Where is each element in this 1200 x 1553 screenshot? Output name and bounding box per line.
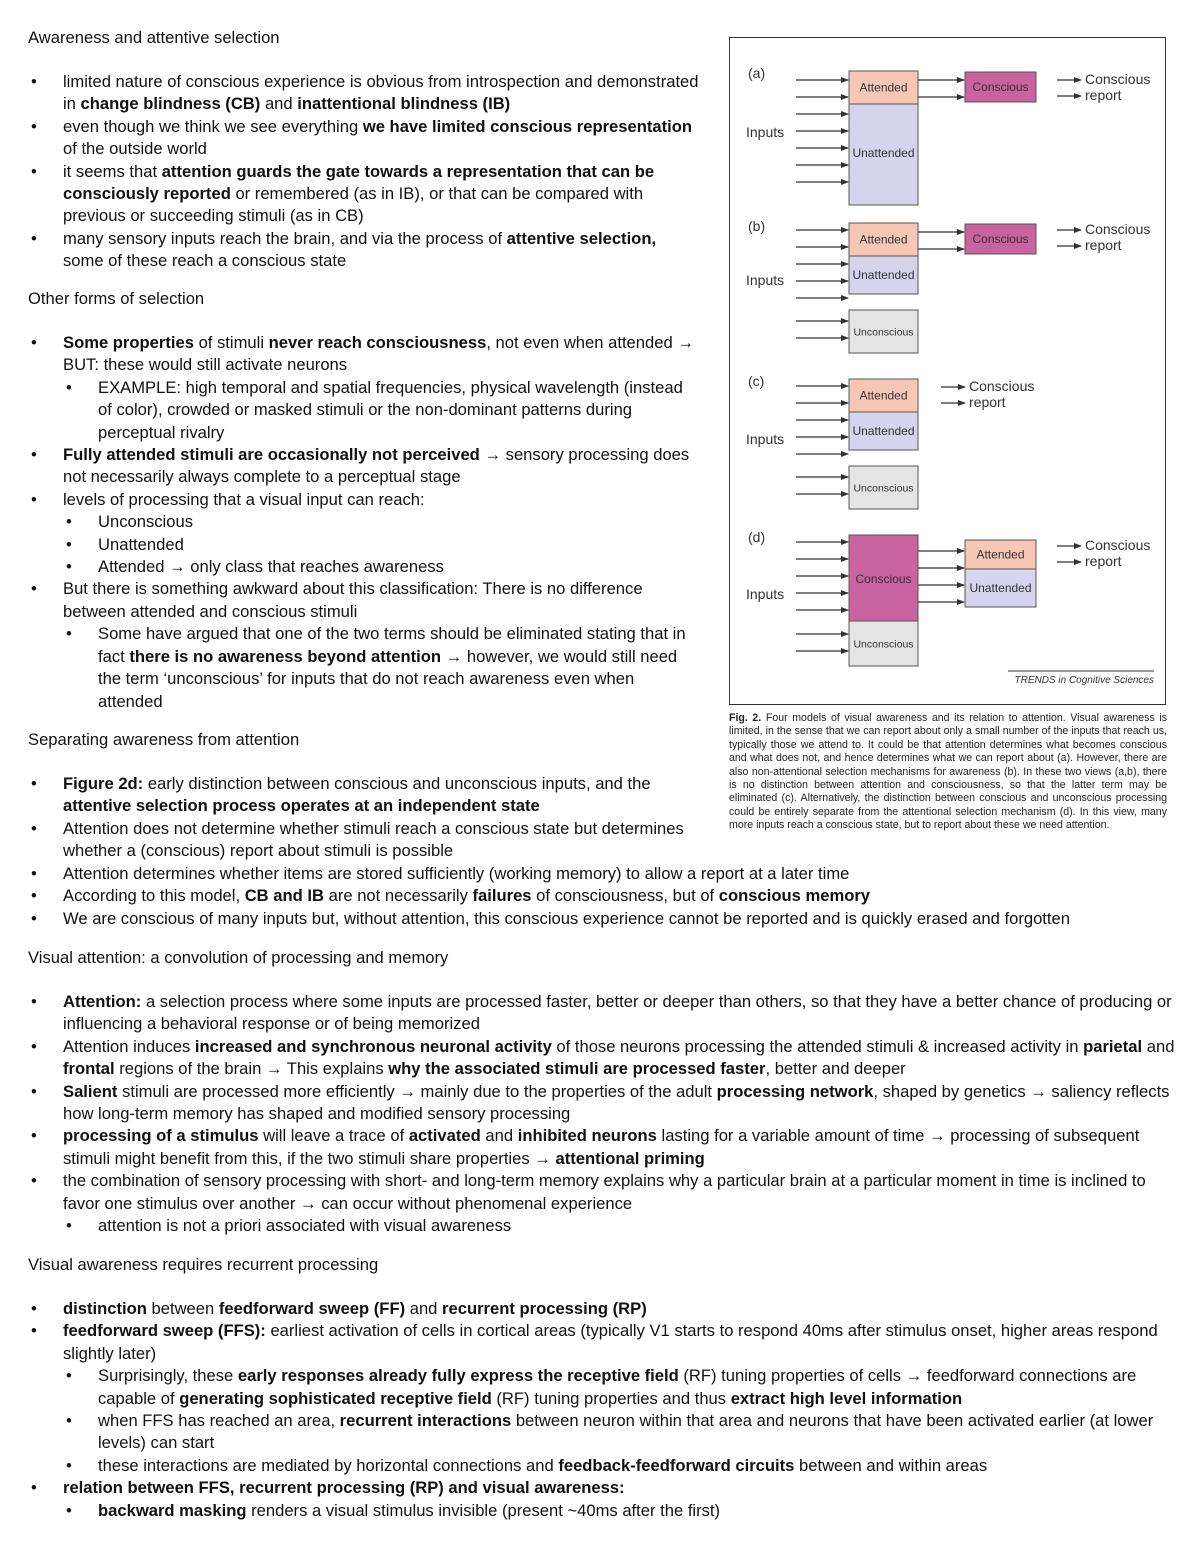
text-run: recurrent interactions bbox=[339, 1411, 512, 1431]
box-attended-label: Attended bbox=[859, 232, 908, 247]
text-run: levels of processing that a visual input can reach: bbox=[63, 489, 425, 509]
section-heading-separating: Separating awareness from attention bbox=[28, 730, 300, 749]
panel-label-b: (b) bbox=[748, 218, 766, 234]
bullet-list-visual-attention bbox=[28, 991, 1178, 1237]
text-run: even though we think we see everything bbox=[63, 116, 363, 136]
box-attended-label: Attended bbox=[859, 388, 908, 403]
text-run: processing of a stimulus bbox=[63, 1126, 259, 1146]
list-item bbox=[28, 1125, 1178, 1170]
text-run: frontal bbox=[63, 1059, 115, 1079]
text-run: we have limited conscious representation bbox=[362, 116, 693, 136]
list-item bbox=[28, 863, 1178, 885]
list-item bbox=[28, 1298, 1178, 1320]
section-heading-recurrent: Visual awareness requires recurrent processing bbox=[28, 1255, 379, 1274]
conscious-report-label: Conscious bbox=[1085, 221, 1151, 237]
list-item bbox=[28, 556, 700, 578]
text-run: there is no awareness beyond attention bbox=[129, 646, 442, 666]
list-item bbox=[28, 908, 1178, 930]
text-run: Attended → only class that reaches awareness bbox=[98, 557, 444, 577]
list-item bbox=[28, 991, 1178, 1036]
text-run: stimuli are processed more efficiently → mainly due to the properties of the adult bbox=[117, 1081, 717, 1101]
text-run: conscious memory bbox=[718, 886, 871, 906]
text-run: feedforward sweep (FFS): bbox=[63, 1321, 266, 1341]
list-item bbox=[28, 578, 700, 623]
text-run: the combination of sensory processing with short- and long-term memory explains why a particular brain at a particular moment in time is inclined to favor one stimulus over another → can occur without phenomenal experience bbox=[63, 1171, 1146, 1213]
text-run: these interactions are mediated by horizontal connections and bbox=[98, 1455, 559, 1475]
list-item bbox=[28, 773, 700, 818]
inputs-label: Inputs bbox=[746, 586, 785, 602]
list-item bbox=[28, 377, 700, 444]
box-unconscious-label: Unconscious bbox=[853, 638, 914, 651]
text-run: attentive selection, bbox=[506, 228, 657, 248]
text-run: failures bbox=[472, 886, 532, 906]
text-run: Salient bbox=[63, 1081, 118, 1101]
list-item bbox=[28, 511, 700, 533]
conscious-report-label: Conscious bbox=[1085, 71, 1151, 87]
text-run: attentive selection process operates at an independent state bbox=[63, 796, 540, 816]
text-run: Surprisingly, these bbox=[98, 1366, 238, 1386]
text-run: Unconscious bbox=[98, 512, 194, 532]
list-item bbox=[28, 1036, 1178, 1081]
text-run: early responses already fully express the receptive field bbox=[237, 1366, 679, 1386]
list-item bbox=[28, 489, 700, 511]
conscious-report-label: report bbox=[1085, 237, 1122, 253]
text-run: lasting for a variable amount of time → processing of subsequent stimuli might benefit from this, if the two stimuli share properties → bbox=[63, 1126, 1140, 1168]
box-unattended-label: Unattended bbox=[852, 146, 915, 160]
text-run: Some properties bbox=[63, 333, 194, 352]
text-run: activated bbox=[408, 1126, 481, 1146]
text-run: distinction bbox=[63, 1299, 147, 1318]
conscious-report-label: report bbox=[969, 394, 1006, 410]
text-run: relation between FFS, recurrent processing (RP) and visual awareness: bbox=[63, 1478, 625, 1498]
text-run: EXAMPLE: high temporal and spatial frequencies, physical wavelength (instead of color), crowded or masked stimuli or the non-dominant patterns during perceptual rivalry bbox=[98, 377, 683, 442]
list-item bbox=[28, 1410, 1178, 1455]
text-run: backward masking bbox=[98, 1500, 247, 1520]
text-run: attention is not a priori associated with visual awareness bbox=[98, 1216, 512, 1236]
text-run: feedforward sweep (FF) bbox=[218, 1299, 406, 1318]
text-run: Fully attended stimuli are occasionally not perceived bbox=[63, 445, 480, 465]
text-run: change blindness (CB) bbox=[80, 94, 261, 114]
list-item bbox=[28, 71, 700, 116]
text-run: CB and IB bbox=[244, 886, 324, 906]
text-run: Attention does not determine whether stimuli reach a conscious state but determines whether a (conscious) report about stimuli is possible bbox=[63, 818, 684, 861]
text-run: of the outside world bbox=[63, 139, 207, 159]
text-run: between bbox=[146, 1299, 219, 1318]
text-run: when FFS has reached an area, bbox=[98, 1411, 340, 1431]
text-run: Some have argued that one of the two terms should be eliminated stating that in fact bbox=[98, 624, 686, 666]
list-item bbox=[28, 116, 700, 161]
box-conscious-label: Conscious bbox=[972, 80, 1029, 94]
section-heading-awareness: Awareness and attentive selection bbox=[28, 28, 280, 47]
conscious-report-label: Conscious bbox=[969, 378, 1035, 394]
bullet-list-separating-narrow bbox=[28, 773, 700, 863]
list-item bbox=[28, 1081, 1178, 1126]
text-run: → sensory processing does not necessarily always complete to a perceptual stage bbox=[63, 445, 690, 487]
list-item bbox=[28, 1365, 1178, 1410]
text-run: , shaped by genetics → saliency reflects how long-term memory has shaped and modified sensory processing bbox=[63, 1081, 1170, 1124]
box-conscious-label: Conscious bbox=[972, 232, 1029, 246]
box-conscious-label: Conscious bbox=[855, 572, 912, 586]
list-item bbox=[28, 1170, 1178, 1215]
text-run: attentional priming bbox=[555, 1148, 705, 1168]
text-run: inattentional blindness (IB) bbox=[297, 94, 511, 114]
text-run: inhibited neurons bbox=[517, 1126, 657, 1146]
figure-caption bbox=[729, 712, 1167, 833]
list-item bbox=[28, 885, 1178, 907]
text-run: processing network bbox=[716, 1081, 874, 1101]
text-run: increased and synchronous neuronal activity bbox=[194, 1036, 552, 1056]
text-run: why the associated stimuli are processed faster bbox=[388, 1059, 766, 1079]
bullet-list-recurrent bbox=[28, 1298, 1178, 1522]
text-run: renders a visual stimulus invisible (present ~40ms after the first) bbox=[246, 1500, 721, 1520]
text-run: But there is something awkward about this classification: There is no difference between attended and conscious stimuli bbox=[63, 579, 643, 621]
conscious-report-label: report bbox=[1085, 553, 1122, 569]
list-item bbox=[28, 534, 700, 556]
text-run: → however, we would still need the term ‘unconscious’ for inputs that do not reach awareness even when attended bbox=[98, 646, 678, 711]
caption-label: Fig. 2. bbox=[729, 712, 762, 724]
box-unattended-label: Unattended bbox=[852, 268, 915, 282]
box-attended-label: Attended bbox=[859, 80, 908, 95]
text-run: it seems that bbox=[63, 161, 162, 181]
text-run: earliest activation of cells in cortical areas (typically V1 starts to respond 40ms after stimulus onset, higher areas respond slightly later) bbox=[63, 1321, 1158, 1363]
inputs-label: Inputs bbox=[746, 431, 785, 447]
list-item bbox=[28, 161, 700, 228]
list-item bbox=[28, 1215, 1178, 1237]
box-unconscious-label: Unconscious bbox=[853, 482, 914, 495]
bullet-list-awareness bbox=[28, 71, 700, 273]
text-run: (RF) tuning properties of cells → feedforward connections are capable of bbox=[98, 1366, 1137, 1408]
list-item bbox=[28, 818, 700, 863]
conscious-report-label: Conscious bbox=[1085, 537, 1151, 553]
source-credit: TRENDS in Cognitive Sciences bbox=[1014, 675, 1154, 686]
list-item bbox=[28, 623, 700, 713]
text-run: , not even when attended → BUT: these would still activate neurons bbox=[63, 333, 694, 375]
text-run: regions of the brain → This explains bbox=[114, 1059, 389, 1079]
text-run: some of these reach a conscious state bbox=[63, 251, 347, 271]
list-item bbox=[28, 1500, 1178, 1522]
text-run: recurrent processing (RP) bbox=[442, 1299, 647, 1318]
panel-label-c: (c) bbox=[748, 373, 765, 389]
text-run: and bbox=[480, 1126, 518, 1146]
text-run: generating sophisticated receptive field bbox=[179, 1388, 492, 1408]
panel-label-d: (d) bbox=[748, 529, 766, 545]
list-item bbox=[28, 1320, 1178, 1365]
text-run: , better and deeper bbox=[765, 1059, 906, 1079]
text-run: attention guards the gate towards a representation that can be consciously reported bbox=[63, 161, 655, 204]
figure-four-models bbox=[729, 37, 1166, 705]
section-heading-other-forms: Other forms of selection bbox=[28, 289, 205, 308]
text-run: Figure 2d: bbox=[63, 774, 144, 793]
text-run: Attention determines whether items are stored sufficiently (working memory) to allow a report at a later time bbox=[63, 864, 850, 883]
section-heading-visual-attention: Visual attention: a convolution of processing and memory bbox=[28, 948, 449, 967]
panel-label-a: (a) bbox=[748, 65, 766, 81]
bullet-list-other-forms bbox=[28, 332, 700, 713]
list-item bbox=[28, 228, 700, 273]
text-run: Attention induces bbox=[63, 1036, 195, 1056]
text-run: (RF) tuning properties and thus bbox=[491, 1388, 731, 1408]
list-item bbox=[28, 1455, 1178, 1477]
box-attended-label: Attended bbox=[976, 547, 1025, 562]
caption-text: Four models of visual awareness and its relation to attention. Visual awareness is limited, in the sense that we can report about only a small number of the inputs that reach us, typically those we attend to. It could be that attention determines what becomes conscious and what does not, and hence determines what we can report about (a). However, there are also non-attentional selection mechanisms for awareness (b). In these two views (a,b), there is no distinction between attention and consciousness, so that the latter term may be eliminated (c). Alternatively, the distinction between conscious and unconscious processing could be entirely separate from the attentional selection mechanism (d). In this view, many more inputs reach a conscious state, but to report about these we need attention. bbox=[729, 712, 1168, 832]
text-run: Attention: bbox=[63, 992, 142, 1011]
list-item bbox=[28, 444, 700, 489]
box-unattended-label: Unattended bbox=[852, 424, 915, 438]
text-run: of stimuli bbox=[193, 333, 269, 352]
figure-diagram bbox=[730, 38, 1167, 706]
box-unconscious-label: Unconscious bbox=[853, 326, 914, 339]
text-run: parietal bbox=[1083, 1036, 1143, 1056]
text-run: Unattended bbox=[98, 534, 184, 554]
conscious-report-label: report bbox=[1085, 87, 1122, 103]
text-run: extract high level information bbox=[730, 1388, 963, 1408]
text-run: of consciousness, but of bbox=[531, 886, 719, 906]
list-item bbox=[28, 332, 700, 377]
text-run: and bbox=[260, 94, 298, 114]
text-run: and bbox=[405, 1299, 443, 1318]
text-run: According to this model, bbox=[63, 886, 245, 906]
text-run: are not necessarily bbox=[324, 886, 473, 906]
text-run: or remembered (as in IB), or that can be compared with previous or succeeding stimuli (as in CB) bbox=[63, 184, 644, 226]
inputs-label: Inputs bbox=[746, 272, 785, 288]
text-run: of those neurons processing the attended stimuli & increased activity in bbox=[551, 1036, 1084, 1056]
text-run: a selection process where some inputs are processed faster, better or deeper than others, so that they have a better chance of producing or influencing a behavioral response or of being memorized bbox=[63, 992, 1172, 1034]
text-run: feedback-feedforward circuits bbox=[558, 1455, 795, 1475]
text-run: limited nature of conscious experience is obvious from introspection and demonstrated in bbox=[63, 72, 699, 114]
text-run: never reach consciousness bbox=[268, 333, 487, 352]
text-run: will leave a trace of bbox=[258, 1126, 409, 1146]
inputs-label: Inputs bbox=[746, 124, 785, 140]
box-unattended-label: Unattended bbox=[969, 581, 1032, 595]
text-run: between neuron within that area and neurons that have been activated earlier (at lower levels) can start bbox=[98, 1411, 1154, 1453]
text-run: and bbox=[1142, 1036, 1175, 1056]
text-run: between and within areas bbox=[794, 1455, 988, 1475]
bullet-list-separating-wide bbox=[28, 863, 1178, 930]
list-item bbox=[28, 1477, 1178, 1499]
text-run: We are conscious of many inputs but, without attention, this conscious experience cannot be reported and is quickly erased and forgotten bbox=[63, 908, 1070, 928]
text-run: early distinction between conscious and unconscious inputs, and the bbox=[143, 774, 651, 793]
text-run: many sensory inputs reach the brain, and via the process of bbox=[63, 228, 507, 248]
